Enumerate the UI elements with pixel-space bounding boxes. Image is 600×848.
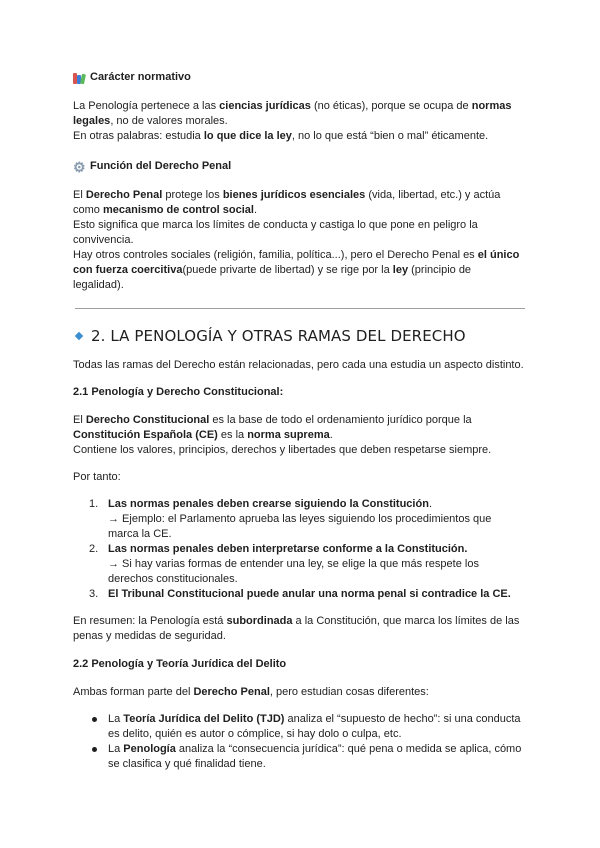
list-item: La Teoría Jurídica del Delito (TJD) analiza el “supuesto de hecho”: si una conducta es delito, quién es autor o cómplice, si hay dolo o culpa, etc. [73, 712, 524, 742]
heading-caracter-normativo: Carácter normativo [73, 70, 524, 85]
list-item: 1. Las normas penales deben crearse siguiendo la Constitución. → Ejemplo: el Parlamento aprueba las leyes siguiendo los procedimientos que marca la CE. [89, 498, 492, 540]
list-item: 2. Las normas penales deben interpretarse conforme a la Constitución. → Si hay varias formas de entender una ley, se elige la que más respete los derechos constitucionales. [89, 543, 479, 585]
list-item: La Penología analiza la “consecuencia jurídica”: qué pena o medida se aplica, cómo se clasifica y qué finalidad tiene. [73, 742, 524, 772]
paragraph: En otras palabras: estudia lo que dice la ley, no lo que está “bien o mal” éticamente. [73, 130, 489, 142]
paragraph: El Derecho Constitucional es la base de todo el ordenamiento jurídico porque la Constitución Española (CE) es la norma suprema. [73, 414, 472, 441]
paragraph: Ambas forman parte del Derecho Penal, pero estudian cosas diferentes: [73, 686, 429, 698]
books-icon [73, 72, 86, 84]
horizontal-divider [75, 308, 525, 309]
section-heading: 2. LA PENOLOGÍA Y OTRAS RAMAS DEL DERECHO [73, 326, 524, 346]
subsection-heading: 2.2 Penología y Teoría Jurídica del Delito [73, 658, 287, 670]
bullet-list [73, 712, 524, 772]
paragraph: El Derecho Penal protege los bienes jurídicos esenciales (vida, libertad, etc.) y actúa como mecanismo de control social. [73, 189, 501, 216]
paragraph: Por tanto: [73, 471, 121, 483]
paragraph: En resumen: la Penología está subordinada a la Constitución, que marca los límites de las penas y medidas de seguridad. [73, 615, 520, 642]
subsection-heading: 2.1 Penología y Derecho Constitucional: [73, 386, 284, 398]
paragraph: Hay otros controles sociales (religión, familia, política...), pero el Derecho Penal es el único con fuerza coercitiva(puede privarte de libertad) y se rige por la ley (principio de legalidad). [73, 249, 520, 291]
paragraph: La Penología pertenece a las ciencias jurídicas (no éticas), porque se ocupa de normas legales, no de valores morales. [73, 100, 512, 127]
blue-diamond-icon [75, 332, 83, 340]
paragraph: Esto significa que marca los límites de conducta y castiga lo que pone en peligro la convivencia. [73, 219, 478, 246]
bullet-icon [92, 717, 97, 722]
paragraph: Todas las ramas del Derecho están relacionadas, pero cada una estudia un aspecto distinto. [73, 359, 524, 371]
gear-icon: ⚙ [73, 158, 86, 175]
numbered-list [73, 497, 524, 602]
heading-funcion-derecho-penal: ⚙ Función del Derecho Penal [73, 158, 232, 175]
paragraph: Contiene los valores, principios, derechos y libertades que deben respetarse siempre. [73, 444, 492, 456]
bullet-icon [92, 747, 97, 752]
list-item: 3. El Tribunal Constitucional puede anular una norma penal si contradice la CE. [89, 588, 511, 600]
